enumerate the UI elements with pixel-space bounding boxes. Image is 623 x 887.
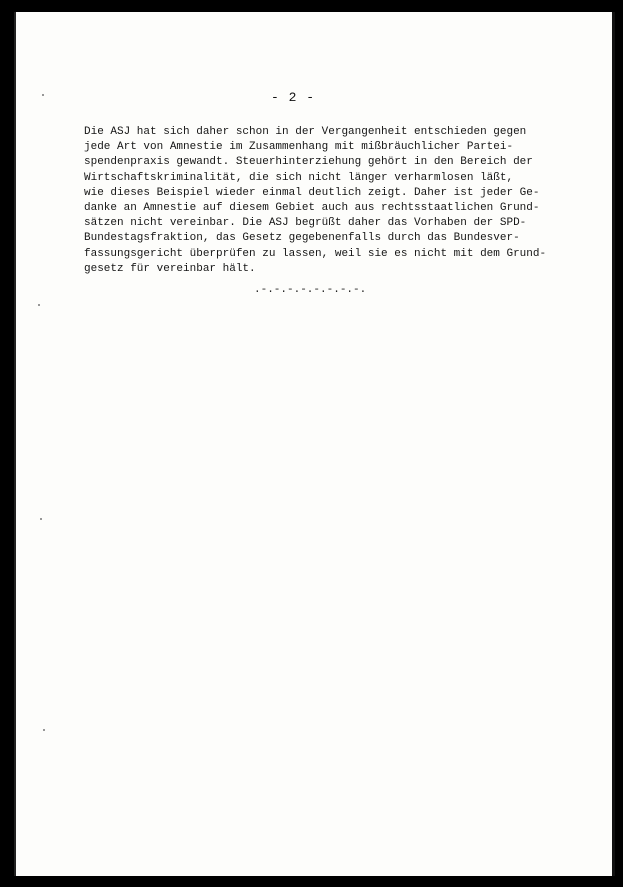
text-line: Bundestagsfraktion, das Gesetz gegebenenfalls durch das Bundesver- [84,232,520,245]
scan-speck [40,518,42,520]
scan-speck [42,94,44,96]
document-page [14,12,615,876]
body-paragraph [84,125,584,277]
scan-speck [43,729,45,731]
text-line: gesetz für vereinbar hält. [84,262,256,275]
text-line: Die ASJ hat sich daher schon in der Vergangenheit entschieden gegen [84,126,527,138]
text-line: jede Art von Amnestie im Zusammenhang mit mißbräuchlicher Partei- [84,141,514,154]
text-line: Wirtschaftskriminalität, die sich nicht länger verharmlosen läßt, [84,171,514,184]
text-line: sätzen nicht vereinbar. Die ASJ begrüßt daher das Vorhaben der SPD- [84,217,527,230]
end-of-text-mark: .-.-.-.-.-.-.-.-. [254,284,367,296]
scan-speck [38,304,40,306]
page-number: - 2 - [271,90,316,105]
text-line: spendenpraxis gewandt. Steuerhinterziehung gehört in den Bereich der [84,156,533,169]
text-line: wie dieses Beispiel wieder einmal deutlich zeigt. Daher ist jeder Ge- [84,186,540,199]
text-line: danke an Amnestie auf diesem Gebiet auch aus rechtsstaatlichen Grund- [84,202,540,215]
text-line: fassungsgericht überprüfen zu lassen, weil sie es nicht mit dem Grund- [84,247,547,260]
